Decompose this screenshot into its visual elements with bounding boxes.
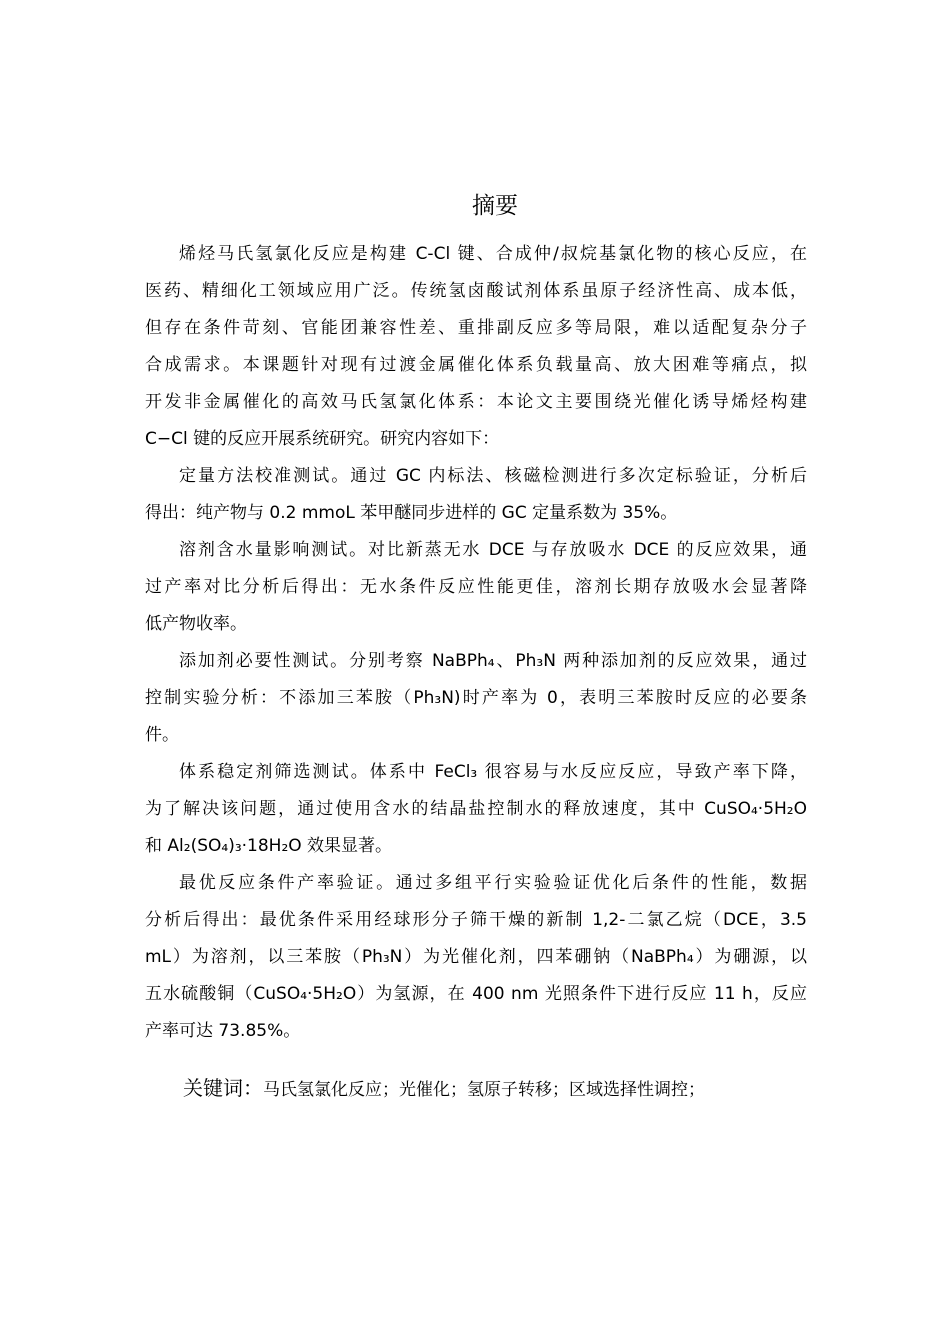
abstract-paragraph xyxy=(145,532,807,643)
text-line: 低产物收率。 xyxy=(145,614,247,634)
text-line: C−Cl 键的反应开展系统研究。研究内容如下： xyxy=(145,429,500,449)
text-line: 最优反应条件产率验证。通过多组平行实验验证优化后条件的性能，数据 xyxy=(179,873,807,893)
abstract-paragraph xyxy=(145,754,807,865)
text-line: 为了解决该问题，通过使用含水的结晶盐控制水的释放速度，其中 CuSO₄·5H₂O xyxy=(145,799,807,819)
abstract-paragraph xyxy=(145,458,807,532)
abstract-body xyxy=(145,236,807,1050)
abstract-title: 摘要 xyxy=(472,193,518,219)
text-line: 体系稳定剂筛选测试。体系中 FeCl₃ 很容易与水反应反应，导致产率下降， xyxy=(179,762,807,782)
text-line: 得出：纯产物与 0.2 mmoL 苯甲醚同步进样的 GC 定量系数为 35%。 xyxy=(145,503,678,523)
abstract-paragraph xyxy=(145,865,807,1050)
text-line: 件。 xyxy=(145,725,179,745)
text-line: 定量方法校准测试。通过 GC 内标法、核磁检测进行多次定标验证，分析后 xyxy=(179,466,807,486)
text-line: 溶剂含水量影响测试。对比新蒸无水 DCE 与存放吸水 DCE 的反应效果，通 xyxy=(179,540,807,560)
text-line: mL）为溶剂，以三苯胺（Ph₃N）为光催化剂，四苯硼钠（NaBPh₄）为硼源，以 xyxy=(145,947,807,967)
abstract-paragraph xyxy=(145,643,807,754)
text-line: 和 Al₂(SO₄)₃·18H₂O 效果显著。 xyxy=(145,836,393,856)
abstract-paragraph xyxy=(145,236,807,458)
text-line: 开发非金属催化的高效马氏氢氯化体系：本论文主要围绕光催化诱导烯烃构建 xyxy=(145,392,807,412)
text-line: 添加剂必要性测试。分别考察 NaBPh₄、Ph₃N 两种添加剂的反应效果，通过 xyxy=(179,651,807,671)
keywords-label: 关键词： xyxy=(183,1076,263,1100)
text-line: 分析后得出：最优条件采用经球形分子筛干燥的新制 1,2-二氯乙烷（DCE，3.5 xyxy=(145,910,807,930)
text-line: 医药、精细化工领域应用广泛。传统氢卤酸试剂体系虽原子经济性高、成本低， xyxy=(145,281,807,301)
text-line: 合成需求。本课题针对现有过渡金属催化体系负载量高、放大困难等痛点，拟 xyxy=(145,355,807,375)
text-line: 但存在条件苛刻、官能团兼容性差、重排副反应多等局限，难以适配复杂分子 xyxy=(145,318,807,338)
keywords-line xyxy=(183,1070,705,1108)
text-line: 烯烃马氏氢氯化反应是构建 C-Cl 键、合成仲/叔烷基氯化物的核心反应，在 xyxy=(179,244,807,264)
text-line: 五水硫酸铜（CuSO₄·5H₂O）为氢源，在 400 nm 光照条件下进行反应 11 h，反应 xyxy=(145,984,807,1004)
text-line: 控制实验分析：不添加三苯胺（Ph₃N)时产率为 0，表明三苯胺时反应的必要条 xyxy=(145,688,807,708)
text-line: 产率可达 73.85%。 xyxy=(145,1021,301,1041)
text-line: 过产率对比分析后得出：无水条件反应性能更佳，溶剂长期存放吸水会显著降 xyxy=(145,577,807,597)
keywords-text: 马氏氢氯化反应；光催化；氢原子转移；区域选择性调控； xyxy=(263,1080,705,1100)
